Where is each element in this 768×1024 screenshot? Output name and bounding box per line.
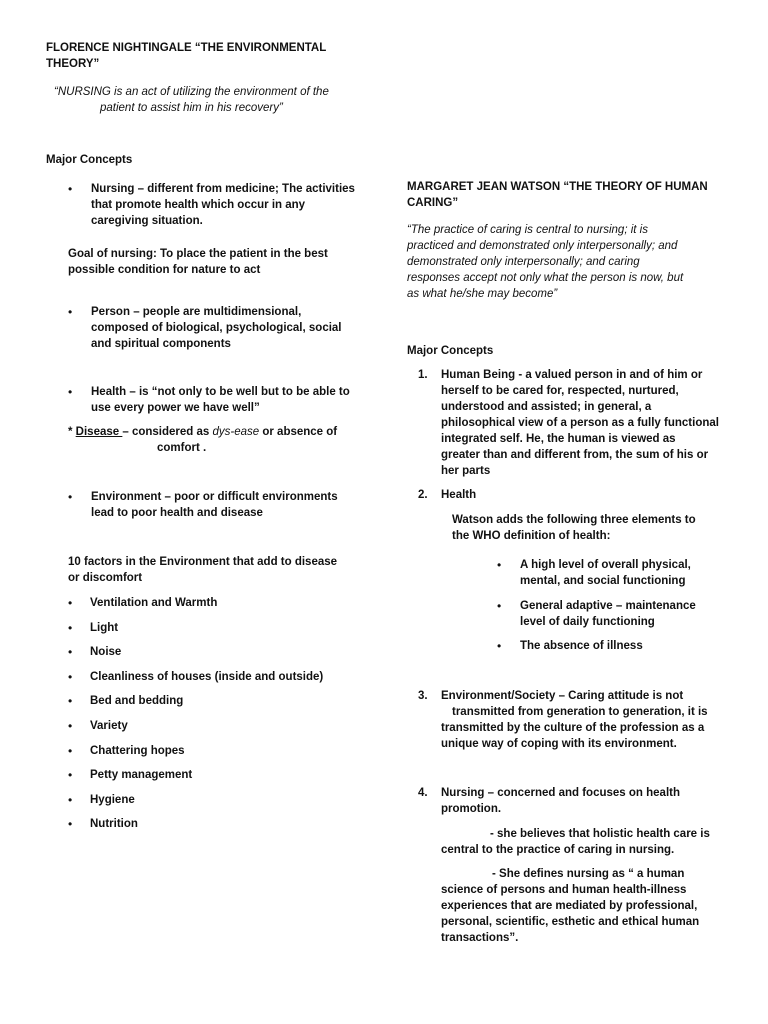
disease-rest: or absence of [259, 426, 338, 438]
left-quote-line2: patient to assist him in his recovery” [100, 102, 283, 114]
person-term: Person [91, 306, 130, 318]
factor-label: Light [90, 621, 119, 634]
right-quote-line1: “The practice of caring is central to nursing; it is [407, 224, 648, 236]
human-line4: philosophical view of a person as a fully functional [441, 417, 719, 429]
health-text: – is “not only to be well but to be able to [126, 386, 350, 398]
health-intro-line2: the WHO definition of health: [452, 530, 611, 542]
environment-item [91, 489, 381, 521]
env-text: – poor or difficult environments [161, 491, 338, 503]
nursing-term: Nursing [91, 183, 135, 195]
human-line5: integrated self. He, the human is viewed as [441, 433, 676, 445]
right-quote-line3: demonstrated only interpersonally; and caring [407, 256, 640, 268]
belief-line2: central to the practice of caring in nursing. [441, 844, 675, 856]
defines-line5: transactions”. [441, 932, 519, 944]
left-quote-line1: “NURSING is an act of utilizing the environment of the [54, 86, 329, 98]
human-line7: her parts [441, 465, 491, 477]
factor-label: Variety [90, 719, 128, 732]
defines-paragraph [441, 866, 741, 946]
health-line2: use every power we have well” [91, 402, 260, 414]
belief-paragraph [441, 826, 741, 858]
human-text: - a valued person in and of him or [515, 369, 703, 381]
right-quote-line4: responses accept not only what the person is now, but [407, 272, 684, 284]
factor-label: Nutrition [90, 818, 138, 831]
factors-line2: or discomfort [68, 572, 143, 584]
goal-line1: Goal of nursing: To place the patient in the best [68, 248, 328, 260]
factor-label: Ventilation and Warmth [90, 597, 218, 609]
human-line3: understood and assisted; in general, a [441, 401, 652, 413]
health-intro-line1: Watson adds the following three elements to [452, 514, 696, 526]
right-quote-line2: practiced and demonstrated only interpersonally; and [407, 240, 678, 252]
defines-line4: personal, scientific, esthetic and ethical human [441, 916, 700, 928]
element-2 [520, 598, 696, 630]
disease-line2: comfort . [157, 442, 207, 454]
factor-label: Bed and bedding [90, 695, 184, 708]
nursing-watson-text: – concerned and focuses on health [484, 787, 680, 799]
left-title-line2: THEORY” [46, 58, 100, 70]
number-1: 1. [418, 369, 428, 381]
health-item [91, 384, 381, 416]
factors-line1: 10 factors in the Environment that add to disease [68, 556, 338, 568]
env-society-line2: transmitted from generation to generation, it is [452, 706, 708, 718]
right-title-line2: CARING” [407, 197, 459, 209]
element-1-line2: mental, and social functioning [520, 575, 686, 587]
environment-society-item [441, 688, 741, 752]
element-2-line1: General adaptive – maintenance [520, 600, 696, 612]
env-line2: lead to poor health and disease [91, 507, 263, 519]
health-heading: Health [441, 489, 477, 501]
person-line2: composed of biological, psychological, social [91, 322, 342, 334]
human-line6: greater than and different from, the sum of his or [441, 449, 709, 461]
element-1 [520, 557, 691, 589]
number-3: 3. [418, 690, 428, 702]
disease-term: Disease [75, 426, 123, 438]
factor-label: Chattering hopes [90, 744, 185, 757]
nursing-watson-line2: promotion. [441, 803, 502, 815]
human-term: Human Being [441, 369, 516, 381]
number-4: 4. [418, 787, 428, 799]
element-2-line2: level of daily functioning [520, 616, 655, 628]
belief-line1: - she believes that holistic health care is [490, 828, 710, 840]
nursing-line3: caregiving situation. [91, 215, 203, 227]
element-3: The absence of illness [520, 640, 643, 652]
defines-line2: science of persons and human health-illness [441, 884, 687, 896]
human-line2: herself to be cared for, respected, nurtured, [441, 385, 679, 397]
env-society-line3: transmitted by the culture of the profession as a [441, 722, 705, 734]
left-major-concepts: Major Concepts [46, 154, 133, 166]
person-item [91, 304, 381, 352]
element-1-line1: A high level of overall physical, [520, 559, 691, 571]
left-title-line1: FLORENCE NIGHTINGALE “THE ENVIRONMENTAL [46, 42, 327, 54]
person-line3: and spiritual components [91, 338, 231, 350]
person-text: – people are multidimensional, [130, 306, 302, 318]
env-society-text: – Caring attitude is not [555, 690, 684, 702]
human-being-item [441, 367, 741, 479]
right-title-line1: MARGARET JEAN WATSON “THE THEORY OF HUMAN [407, 181, 708, 193]
env-society-term: Environment/Society [441, 690, 556, 702]
factor-label: Petty management [90, 769, 193, 782]
factor-label: Cleanliness of houses (inside and outside) [90, 670, 324, 683]
env-society-line4: unique way of coping with its environment. [441, 738, 677, 750]
goal-line2: possible condition for nature to act [68, 264, 261, 276]
defines-line1: - She defines nursing as “ a human [492, 868, 685, 880]
right-major-concepts: Major Concepts [407, 345, 494, 357]
right-quote [407, 222, 737, 302]
env-term: Environment [91, 491, 162, 503]
factor-label: Hygiene [90, 793, 135, 806]
defines-line3: experiences that are mediated by professional, [441, 900, 698, 912]
health-term: Health [91, 386, 127, 398]
disease-dash: – considered as [122, 426, 213, 438]
disease-star: * [68, 426, 76, 438]
nursing-watson-term: Nursing [441, 787, 485, 799]
nursing-item [91, 181, 381, 229]
disease-italic: dys-ease [212, 426, 260, 438]
nursing-text: – different from medicine; The activities [134, 183, 355, 195]
number-2: 2. [418, 489, 428, 501]
nursing-line2: that promote health which occur in any [91, 199, 306, 211]
factor-label: Noise [90, 646, 122, 659]
disease-line1 [68, 424, 337, 440]
right-quote-line5: as what he/she may become” [407, 288, 558, 300]
nursing-watson-item [441, 785, 741, 817]
